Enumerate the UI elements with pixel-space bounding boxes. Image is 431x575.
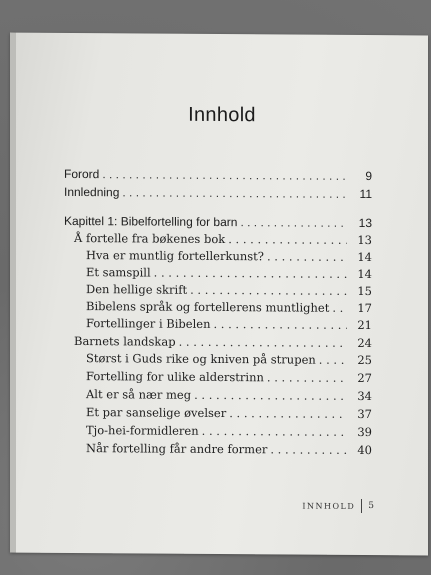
toc-leader-dots (240, 215, 347, 230)
toc-subsection-entry (86, 265, 372, 281)
book-page (10, 33, 428, 556)
toc-subsection-entry (86, 248, 372, 264)
toc-entry-page: 13 (358, 215, 372, 231)
toc-entry-page: 14 (357, 266, 372, 282)
toc-entry-page: 17 (357, 300, 372, 316)
toc-leader-dots (122, 185, 347, 201)
toc-leader-dots (202, 424, 347, 439)
running-header-label: INNHOLD (302, 501, 356, 511)
toc-subsection-entry (86, 387, 372, 403)
toc-entry-page: 9 (365, 169, 372, 184)
toc-entry-label: Barnets landskap (74, 333, 176, 349)
toc-entry-page: 37 (357, 406, 372, 422)
toc-leader-dots (229, 406, 347, 421)
table-of-contents (64, 166, 372, 458)
toc-entry-label: Fortellinger i Bibelen (86, 316, 211, 331)
toc-subsection-entry (86, 299, 372, 315)
toc-entry-label: Alt er så nær meg (86, 387, 192, 402)
toc-entry-label: Kapittel 1: Bibelfortelling for barn (64, 213, 238, 230)
toc-entry-page: 25 (357, 352, 372, 368)
toc-entry-label: Hva er muntlig fortellerkunst? (86, 248, 264, 264)
toc-leader-dots (179, 335, 347, 350)
toc-entry-page: 13 (357, 232, 372, 248)
toc-leader-dots (267, 370, 347, 385)
page-title: Innhold (188, 103, 256, 127)
toc-entry-page: 24 (357, 335, 372, 351)
toc-entry-label: Størst i Guds rike og kniven på strupen (86, 351, 316, 367)
toc-section-entry (74, 334, 372, 350)
toc-entry-label: Tjo-hei-formidleren (86, 423, 199, 438)
toc-subsection-entry (86, 282, 372, 298)
toc-leader-dots (319, 353, 347, 367)
toc-entry-page: 34 (357, 388, 372, 404)
toc-entry-page: 21 (357, 317, 372, 333)
toc-entry-label: Et par sanselige øvelser (86, 405, 227, 421)
page-footer (302, 499, 374, 514)
toc-leader-dots (332, 301, 347, 315)
toc-leader-dots (267, 249, 347, 264)
toc-entry-label: Å fortelle fra bøkenes bok (74, 230, 226, 247)
toc-entry-label: Forord (64, 166, 100, 182)
toc-entry-label: Et samspill (86, 265, 151, 280)
toc-entry-label: Bibelens språk og fortellerens muntlighet (86, 299, 330, 315)
toc-subsection-entry (86, 423, 372, 439)
toc-entry-label: Når fortelling får andre former (86, 441, 268, 457)
toc-leader-dots (190, 283, 347, 298)
toc-entry-page: 14 (357, 249, 372, 265)
toc-entry (64, 185, 372, 201)
toc-entry-page: 11 (359, 186, 372, 202)
toc-subsection-entry (86, 405, 372, 421)
toc-entry-label: Den hellige skrift (86, 282, 188, 297)
toc-entry-page: 27 (357, 370, 372, 386)
footer-divider (361, 499, 362, 513)
toc-entry-label: Innledning (64, 184, 120, 200)
toc-entry (64, 167, 372, 183)
toc-entry-page: 15 (357, 283, 372, 299)
toc-subsection-entry (86, 351, 372, 367)
toc-subsection-entry (86, 441, 372, 457)
toc-entry-page: 40 (357, 442, 372, 458)
toc-leader-dots (102, 167, 347, 183)
toc-chapter-entry (64, 214, 372, 230)
toc-subsection-entry (86, 369, 372, 385)
toc-leader-dots (194, 388, 347, 403)
toc-leader-dots (270, 442, 347, 457)
toc-entry-label: Fortelling for ulike alderstrinn (86, 369, 264, 385)
toc-leader-dots (154, 266, 347, 281)
toc-leader-dots (213, 317, 347, 332)
toc-section-entry (74, 231, 372, 247)
page-number: 5 (368, 501, 374, 512)
toc-subsection-entry (86, 316, 372, 332)
toc-leader-dots (228, 232, 347, 247)
toc-entry-page: 39 (357, 424, 372, 440)
